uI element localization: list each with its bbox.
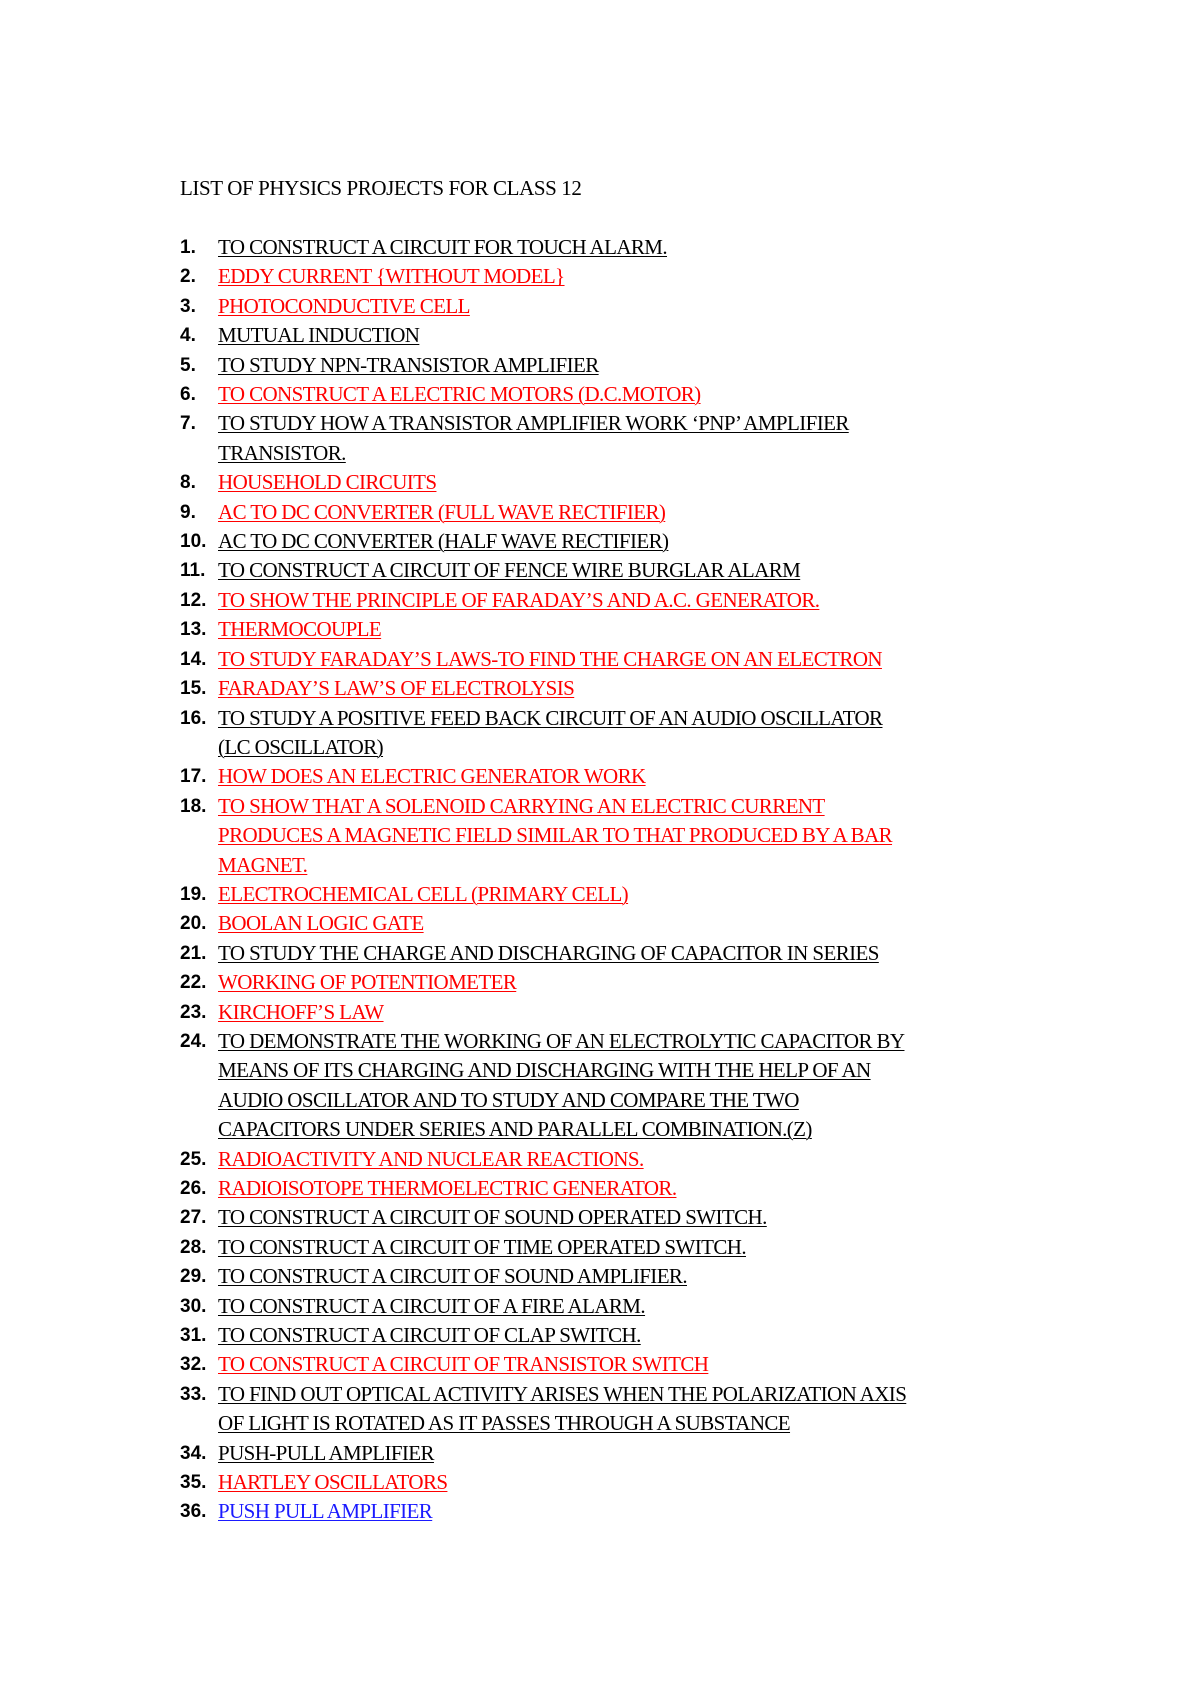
list-item-number: 34. (180, 1442, 207, 1464)
list-item-link[interactable]: TO DEMONSTRATE THE WORKING OF AN ELECTROLYTIC CAPACITOR BY MEANS OF ITS CHARGING AND DISCHARGING WITH THE HELP OF AN AUDIO OSCILLATOR AND TO STUDY AND COMPARE THE TWO CAPACITORS UNDER SERIES AND PARALLEL COMBINATION.(Z) (218, 1028, 905, 1142)
list-item (180, 468, 1080, 497)
list-item-number: 36. (180, 1501, 207, 1523)
list-item (180, 674, 1080, 703)
list-item-link[interactable]: RADIOISOTOPE THERMOELECTRIC GENERATOR. (218, 1176, 677, 1200)
list-item (180, 968, 1080, 997)
list-item-number: 28. (180, 1236, 207, 1258)
list-item-number: 33. (180, 1383, 207, 1405)
list-item (180, 586, 1080, 615)
list-item-link[interactable]: HARTLEY OSCILLATORS (218, 1470, 448, 1495)
list-item (180, 1468, 1080, 1497)
list-item-link[interactable]: TO CONSTRUCT A CIRCUIT OF TRANSISTOR SWITCH (218, 1352, 709, 1377)
list-item-number: 8. (180, 472, 196, 494)
list-item (180, 556, 1080, 585)
list-item-number: 4. (180, 325, 196, 347)
list-item-number: 3. (180, 295, 196, 317)
list-item-number: 2. (180, 266, 196, 288)
list-item-link[interactable]: TO SHOW THAT A SOLENOID CARRYING AN ELECTRIC CURRENT PRODUCES A MAGNETIC FIELD SIMILAR TO THAT PRODUCED BY A BAR MAGNET. (218, 793, 893, 877)
list-item (180, 351, 1080, 380)
list-item-link[interactable]: TO CONSTRUCT A CIRCUIT OF SOUND AMPLIFIER. (218, 1264, 687, 1289)
list-item-number: 27. (180, 1207, 207, 1229)
list-item-number: 16. (180, 707, 207, 729)
list-item-number: 11. (180, 560, 206, 582)
list-item-number: 17. (180, 766, 207, 788)
list-item (180, 762, 1080, 791)
list-item-number: 9. (180, 501, 196, 523)
list-item (180, 880, 1080, 909)
list-item (180, 615, 1080, 644)
list-item-link[interactable]: TO CONSTRUCT A CIRCUIT OF SOUND OPERATED SWITCH. (218, 1205, 767, 1230)
list-item-link[interactable]: PUSH-PULL AMPLIFIER (218, 1440, 434, 1465)
list-item-link[interactable]: TO CONSTRUCT A ELECTRIC MOTORS (D.C.MOTOR) (218, 382, 701, 407)
list-item-number: 5. (180, 354, 196, 376)
list-item-link[interactable]: TO SHOW THE PRINCIPLE OF FARADAY’S AND A.C. GENERATOR. (218, 587, 820, 612)
list-item-number: 31. (180, 1325, 207, 1347)
list-item-link[interactable]: BOOLAN LOGIC GATE (218, 911, 424, 936)
list-item (180, 792, 1080, 880)
list-item-number: 7. (180, 413, 196, 435)
list-item-link[interactable]: TO CONSTRUCT A CIRCUIT FOR TOUCH ALARM. (218, 235, 668, 259)
list-item-number: 20. (180, 913, 207, 935)
list-item (180, 1321, 1080, 1350)
list-item (180, 409, 1080, 468)
list-item (180, 1292, 1080, 1321)
list-item-number: 23. (180, 1001, 207, 1023)
list-item (180, 1262, 1080, 1291)
list-item-link[interactable]: AC TO DC CONVERTER (FULL WAVE RECTIFIER) (218, 499, 666, 524)
list-item (180, 704, 1080, 763)
list-item-link[interactable]: HOUSEHOLD CIRCUITS (218, 470, 437, 495)
list-item-link[interactable]: TO STUDY FARADAY’S LAWS-TO FIND THE CHARGE ON AN ELECTRON (218, 646, 882, 671)
list-item (180, 1174, 1080, 1203)
list-item (180, 1350, 1080, 1379)
list-item-link[interactable]: KIRCHOFF’S LAW (218, 999, 384, 1024)
list-item-link[interactable]: TO CONSTRUCT A CIRCUIT OF CLAP SWITCH. (218, 1323, 641, 1348)
list-item-link[interactable]: AC TO DC CONVERTER (HALF WAVE RECTIFIER) (218, 529, 669, 554)
list-item-link[interactable]: TO CONSTRUCT A CIRCUIT OF A FIRE ALARM. (218, 1293, 646, 1318)
list-item (180, 321, 1080, 350)
list-item-link[interactable]: TO STUDY HOW A TRANSISTOR AMPLIFIER WORK ‘PNP’ AMPLIFIER TRANSISTOR. (218, 411, 849, 465)
list-item-link[interactable]: RADIOACTIVITY AND NUCLEAR REACTIONS. (218, 1146, 644, 1171)
list-item-number: 18. (180, 795, 207, 817)
list-item-link[interactable]: TO FIND OUT OPTICAL ACTIVITY ARISES WHEN THE POLARIZATION AXIS OF LIGHT IS ROTATED AS IT PASSES THROUGH A SUBSTANCE (218, 1381, 907, 1436)
list-item-link[interactable]: TO STUDY THE CHARGE AND DISCHARGING OF CAPACITOR IN SERIES (218, 940, 879, 965)
list-item-number: 13. (180, 619, 207, 641)
list-item (180, 262, 1080, 291)
list-item-number: 25. (180, 1148, 207, 1170)
list-item (180, 233, 1080, 262)
list-item-link[interactable]: TO CONSTRUCT A CIRCUIT OF TIME OPERATED SWITCH. (218, 1234, 746, 1259)
list-item-link[interactable]: PUSH PULL AMPLIFIER (218, 1499, 433, 1524)
list-item-link[interactable]: PHOTOCONDUCTIVE CELL (218, 293, 470, 318)
list-item-link[interactable]: TO STUDY A POSITIVE FEED BACK CIRCUIT OF AN AUDIO OSCILLATOR (LC OSCILLATOR) (218, 705, 883, 759)
list-item-number: 22. (180, 972, 207, 994)
list-item (180, 645, 1080, 674)
list-item (180, 1027, 1080, 1145)
list-item-number: 10. (180, 531, 207, 553)
list-item-link[interactable]: EDDY CURRENT {WITHOUT MODEL} (218, 264, 565, 289)
list-item-link[interactable]: FARADAY’S LAW’S OF ELECTROLYSIS (218, 676, 575, 701)
list-item-number: 29. (180, 1266, 207, 1288)
list-item-number: 12. (180, 589, 207, 611)
list-item-number: 1. (180, 237, 196, 258)
list-item (180, 1145, 1080, 1174)
list-item (180, 292, 1080, 321)
list-item-number: 35. (180, 1472, 207, 1494)
list-item (180, 939, 1080, 968)
list-item-number: 26. (180, 1178, 207, 1199)
list-item (180, 498, 1080, 527)
list-item-number: 30. (180, 1295, 207, 1317)
list-item-number: 14. (180, 648, 207, 670)
list-item (180, 1203, 1080, 1232)
list-item-number: 6. (180, 384, 196, 406)
list-item-number: 19. (180, 883, 207, 905)
list-item-number: 15. (180, 678, 207, 700)
list-item-number: 24. (180, 1030, 207, 1052)
page-title: LIST OF PHYSICS PROJECTS FOR CLASS 12 (180, 176, 582, 200)
list-item-link[interactable]: TO STUDY NPN-TRANSISTOR AMPLIFIER (218, 352, 599, 377)
list-item-link[interactable]: WORKING OF POTENTIOMETER (218, 970, 517, 995)
list-item-link[interactable]: THERMOCOUPLE (218, 617, 382, 642)
project-list (180, 233, 1080, 1527)
list-item (180, 527, 1080, 556)
list-item (180, 380, 1080, 409)
list-item-link[interactable]: TO CONSTRUCT A CIRCUIT OF FENCE WIRE BURGLAR ALARM (218, 558, 801, 583)
list-item-number: 32. (180, 1354, 207, 1376)
list-item-number: 21. (180, 942, 207, 964)
list-item (180, 1233, 1080, 1262)
list-item (180, 1439, 1080, 1468)
list-item (180, 1497, 1080, 1526)
list-item (180, 909, 1080, 938)
list-item (180, 998, 1080, 1027)
list-item-link[interactable]: ELECTROCHEMICAL CELL (PRIMARY CELL) (218, 881, 629, 906)
list-item-link[interactable]: MUTUAL INDUCTION (218, 323, 420, 348)
list-item (180, 1380, 1080, 1439)
list-item-link[interactable]: HOW DOES AN ELECTRIC GENERATOR WORK (218, 764, 646, 789)
